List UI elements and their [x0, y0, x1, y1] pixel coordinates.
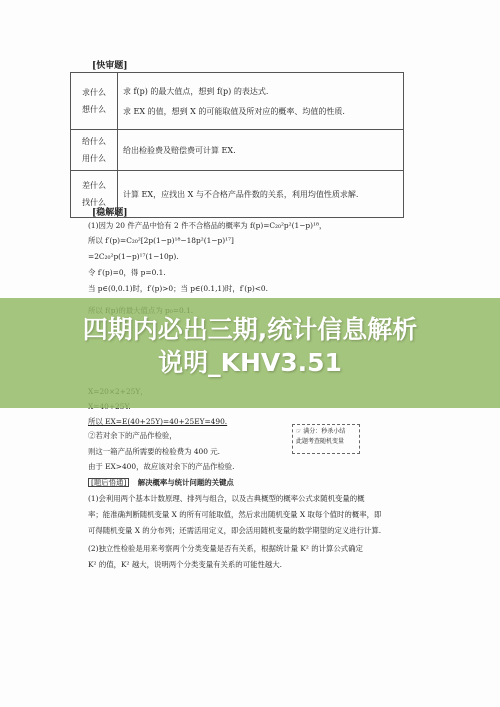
side-note: ☞ 满分：秒杀小结 此题考查随机变量 [292, 424, 360, 454]
key-tag: [题后悟通] [88, 478, 129, 487]
row-content: 求 f(p) 的最大值点，想到 f(p) 的表达式. 求 EX 的值，想到 X 的可能取值及所对应的概率、均值的性质. [118, 73, 404, 130]
key-points-heading [88, 478, 234, 487]
solution-line: =2C₂₀²p(1−p)¹⁷(1−10p). [88, 252, 179, 261]
row-content: 给出检验费及赔偿费可计算 EX. [118, 130, 404, 171]
banner-title [0, 313, 500, 379]
solution-line: 当 p∈(0,0.1)时，f′(p)>0；当 p∈(0.1,1)时，f′(p)<0. [88, 284, 268, 293]
banner-title-line2: 说明_KHV3.51 [158, 348, 342, 377]
row-label: 给什么 用什么 [71, 130, 118, 171]
solution-line: 由于 EX>400，故应该对余下的产品作检验. [88, 462, 235, 471]
row-label: 差什么 找什么 [71, 171, 118, 218]
banner-title-line1: 四期内必出三期,统计信息解析 [82, 315, 418, 344]
table-row [71, 73, 404, 130]
solution-heading: [稳解题] [92, 208, 128, 218]
table-row [71, 130, 404, 171]
key-title: 解决概率与统计问题的关键点 [137, 478, 234, 487]
solution-line: 所以 f′(p)=C₂₀²[2p(1−p)¹⁸−18p²(1−p)¹⁷] [88, 236, 234, 245]
quick-heading: [快审题] [92, 61, 128, 71]
key-line: 率；能准确判断随机变量 X 的所有可能取值，然后求出随机变量 X 取每个值时的概率，即 [88, 510, 382, 519]
solution-line: 则这一箱产品所需要的检验费为 400 元. [88, 447, 221, 456]
solution-line: (1)因为 20 件产品中恰有 2 件不合格品的概率为 f(p)=C₂₀²p²(1−p)¹⁸， [88, 221, 327, 230]
solution-line: 所以 EX=E(40+25Y)=40+25EY=490. [88, 417, 228, 426]
solution-line: ②若对余下的产品作检验， [88, 431, 177, 440]
quick-review-table [70, 72, 404, 218]
key-line: 可得随机变量 X 的分布列；还需活用定义，即会活用随机变量的数学期望的定义进行计算. [88, 526, 382, 535]
key-line: (1)会利用两个基本计数原理、排列与组合，以及古典概型的概率公式求随机变量的概 [88, 494, 365, 503]
key-line: K² 的值，K² 越大，说明两个分类变量有关系的可能性越大. [88, 560, 283, 569]
row-label: 求什么 想什么 [71, 73, 118, 130]
row-content: 计算 EX，应找出 X 与不合格产品件数的关系，利用均值性质求解. [118, 171, 404, 218]
solution-line: 令 f′(p)=0，得 p=0.1. [88, 268, 166, 277]
key-line: (2)独立性检验是用来考察两个分类变量是否有关系，根据统计量 K² 的计算公式确定 [88, 544, 363, 553]
